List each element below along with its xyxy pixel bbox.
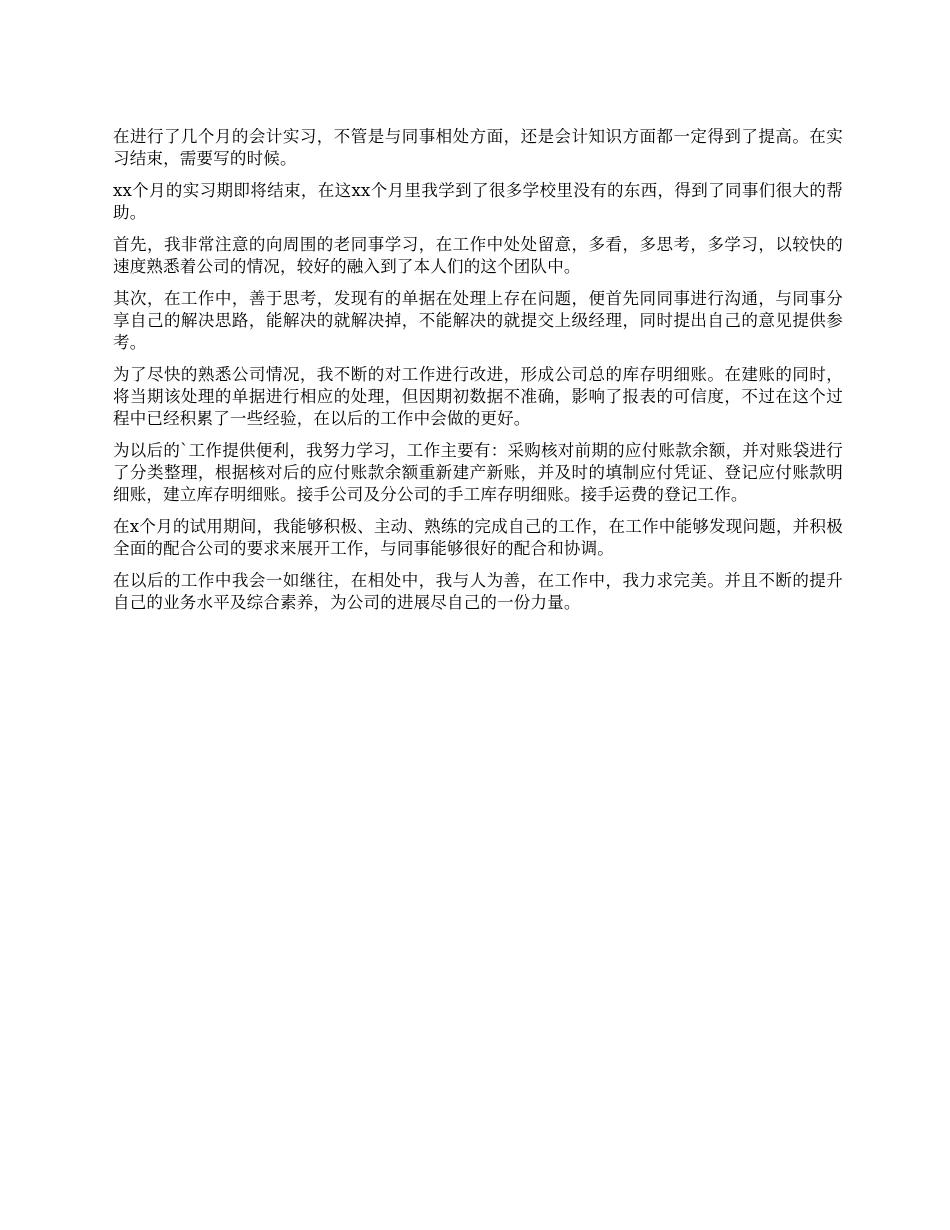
paragraph-1: 在进行了几个月的会计实习，不管是与同事相处方面，还是会计知识方面都一定得到了提高。在实习结束，需要写的时候。	[113, 127, 843, 168]
paragraph-7: 在x个月的试用期间，我能够积极、主动、熟练的完成自己的工作，在工作中能够发现问题，并积极全面的配合公司的要求来展开工作，与同事能够很好的配合和协调。	[113, 517, 843, 558]
paragraph-6: 为以后的`工作提供便利，我努力学习，工作主要有：采购核对前期的应付账款余额，并对账袋进行了分类整理，根据核对后的应付账款余额重新建产新账，并及时的填制应付凭证、登记应付账款明细账，建立库存明细账。接手公司及分公司的手工库存明细账。接手运费的登记工作。	[113, 441, 843, 504]
paragraph-3: 首先，我非常注意的向周围的老同事学习，在工作中处处留意，多看，多思考，多学习，以较快的速度熟悉着公司的情况，较好的融入到了本人们的这个团队中。	[113, 235, 843, 276]
paragraph-8: 在以后的工作中我会一如继往，在相处中，我与人为善，在工作中，我力求完美。并且不断的提升自己的业务水平及综合素养，为公司的进展尽自己的一份力量。	[113, 571, 843, 612]
document-body	[113, 126, 843, 624]
paragraph-4: 其次，在工作中，善于思考，发现有的单据在处理上存在问题，便首先同同事进行沟通，与同事分享自己的解决思路，能解决的就解决掉，不能解决的就提交上级经理，同时提出自己的意见提供参考。	[113, 289, 843, 352]
paragraph-5: 为了尽快的熟悉公司情况，我不断的对工作进行改进，形成公司总的库存明细账。在建账的同时，将当期该处理的单据进行相应的处理，但因期初数据不准确，影响了报表的可信度，不过在这个过程中已经积累了一些经验，在以后的工作中会做的更好。	[113, 365, 843, 428]
paragraph-2: xx个月的实习期即将结束，在这xx个月里我学到了很多学校里没有的东西，得到了同事们很大的帮助。	[113, 181, 843, 222]
